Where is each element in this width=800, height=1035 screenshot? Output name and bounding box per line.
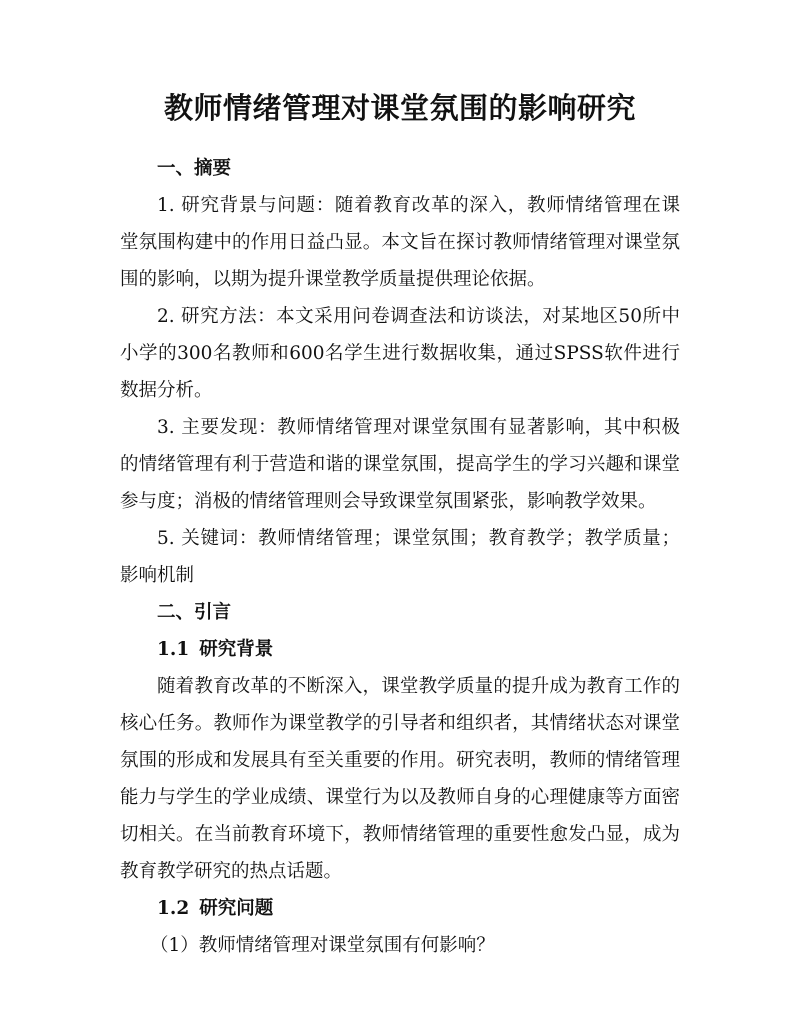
subsection-heading-questions xyxy=(120,890,680,927)
abstract-heading: 一、摘要 xyxy=(157,158,232,179)
abstract-paragraph-keywords: 5. 关键词：教师情绪管理；课堂氛围；教育教学；教学质量；影响机制 xyxy=(120,528,680,586)
introduction-heading: 二、引言 xyxy=(157,602,232,623)
abstract-paragraph-background: 1. 研究背景与问题：随着教育改革的深入，教师情绪管理在课堂氛围构建中的作用日益凸显。本文旨在探讨教师情绪管理对课堂氛围的影响，以期为提升课堂教学质量提供理论依据。 xyxy=(120,195,680,290)
abstract-paragraph-method: 2. 研究方法：本文采用问卷调查法和访谈法，对某地区50所中小学的300名教师和600名学生进行数据收集，通过SPSS软件进行数据分析。 xyxy=(120,306,680,401)
subsection-heading-background xyxy=(120,631,680,668)
research-question-item: （1）教师情绪管理对课堂氛围有何影响？ xyxy=(150,935,495,956)
subsection-number: 1.2 xyxy=(157,898,190,919)
introduction-section xyxy=(120,594,680,964)
abstract-section xyxy=(120,150,680,594)
document-title: 教师情绪管理对课堂氛围的影响研究 xyxy=(163,91,636,125)
subsection-title: 研究背景 xyxy=(199,639,274,660)
subsection-number: 1.1 xyxy=(157,639,190,660)
background-paragraph: 随着教育改革的不断深入，课堂教学质量的提升成为教育工作的核心任务。教师作为课堂教学的引导者和组织者，其情绪状态对课堂氛围的形成和发展具有至关重要的作用。研究表明，教师的情绪管理能力与学生的学业成绩、课堂行为以及教师自身的心理健康等方面密切相关。在当前教育环境下，教师情绪管理的重要性愈发凸显，成为教育教学研究的热点话题。 xyxy=(120,676,680,882)
abstract-paragraph-findings: 3. 主要发现：教师情绪管理对课堂氛围有显著影响，其中积极的情绪管理有利于营造和谐的课堂氛围，提高学生的学习兴趣和课堂参与度；消极的情绪管理则会导致课堂氛围紧张，影响教学效果。 xyxy=(120,417,680,512)
subsection-title: 研究问题 xyxy=(199,898,274,919)
